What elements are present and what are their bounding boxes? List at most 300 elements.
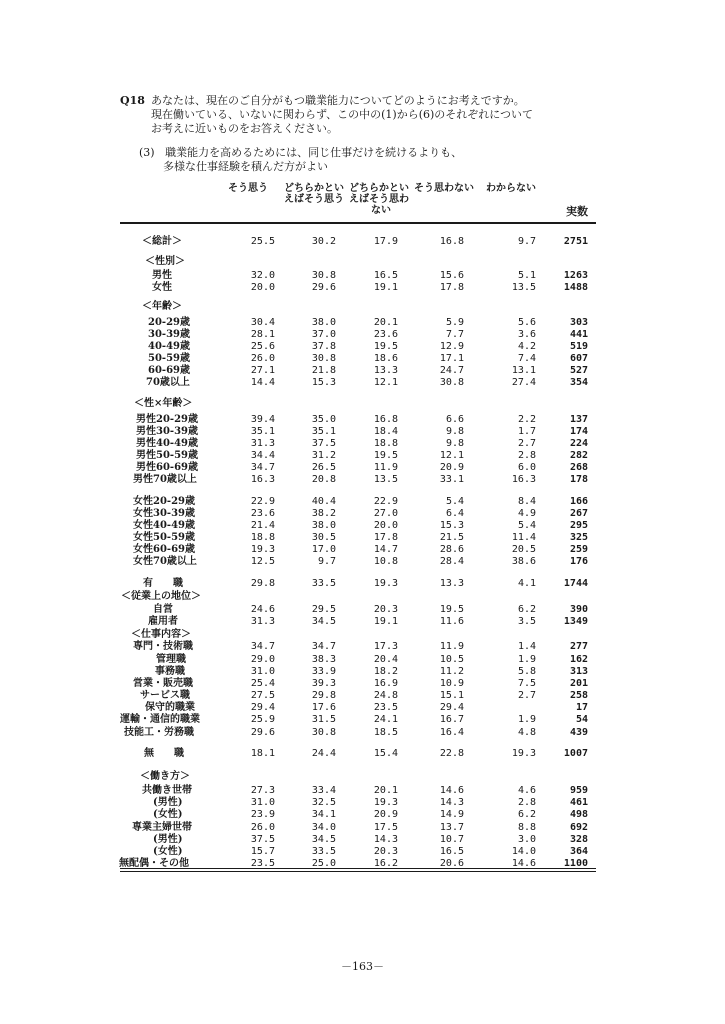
table-cell: 22.8 <box>439 748 464 759</box>
table-cell: 2.8 <box>517 450 536 461</box>
table-row <box>0 341 725 353</box>
count-cell: 325 <box>569 532 588 543</box>
table-row <box>0 629 725 641</box>
row-label: 雇用者 <box>148 616 178 627</box>
table-cell: 13.7 <box>439 822 464 833</box>
table-cell: 34.7 <box>311 641 336 652</box>
row-label: 70歳以上 <box>146 377 190 388</box>
count-cell: 527 <box>569 365 588 376</box>
table-cell: 20.1 <box>373 317 398 328</box>
row-label: 女性40-49歳 <box>133 520 195 531</box>
table-cell: 19.3 <box>373 578 398 589</box>
table-cell: 16.3 <box>250 474 275 485</box>
table-row <box>0 771 725 783</box>
count-cell: 176 <box>569 556 588 567</box>
table-cell: 25.4 <box>250 678 275 689</box>
table-row <box>0 450 725 462</box>
table-cell: 4.1 <box>517 578 536 589</box>
table-cell: 11.6 <box>439 616 464 627</box>
table-cell: 14.9 <box>439 809 464 820</box>
count-cell: 313 <box>569 666 588 677</box>
table-cell: 8.8 <box>517 822 536 833</box>
count-cell: 1744 <box>563 578 588 589</box>
column-header: わからない <box>486 183 536 194</box>
row-label: ＜性別＞ <box>145 256 185 267</box>
count-cell: 201 <box>569 678 588 689</box>
table-cell: 38.2 <box>311 508 336 519</box>
table-cell: 4.2 <box>517 341 536 352</box>
table-cell: 37.5 <box>250 834 275 845</box>
count-cell: 174 <box>569 426 588 437</box>
table-cell: 12.1 <box>439 450 464 461</box>
table-row <box>0 496 725 508</box>
row-label: 男性70歳以上 <box>133 474 197 485</box>
question-line: お考えに近いものをお答えください。 <box>151 122 338 135</box>
table-cell: 34.0 <box>311 822 336 833</box>
table-cell: 20.0 <box>250 282 275 293</box>
table-cell: 29.8 <box>311 690 336 701</box>
table-cell: 24.8 <box>373 690 398 701</box>
count-cell: 1349 <box>563 616 588 627</box>
table-cell: 17.6 <box>311 702 336 713</box>
table-cell: 39.4 <box>250 414 275 425</box>
count-cell: 295 <box>569 520 588 531</box>
table-cell: 2.7 <box>517 690 536 701</box>
row-label: 女性30-39歳 <box>133 508 195 519</box>
count-cell: 439 <box>569 727 588 738</box>
table-cell: 20.0 <box>373 520 398 531</box>
column-header: どちらかとい えばそう思う <box>284 183 344 205</box>
table-row <box>0 301 725 313</box>
question-line: あなたは、現在のご自分がもつ職業能力についてどのようにお考えですか。 <box>151 94 525 107</box>
table-cell: 22.9 <box>250 496 275 507</box>
count-cell: 441 <box>569 329 588 340</box>
table-row <box>0 727 725 739</box>
count-cell: 1488 <box>563 282 588 293</box>
table-cell: 34.1 <box>311 809 336 820</box>
table-cell: 9.8 <box>445 426 464 437</box>
question-line: 現在働いている、いないに関わらず、この中の(1)から(6)のそれぞれについて <box>151 108 534 121</box>
table-cell: 14.0 <box>511 846 536 857</box>
table-cell: 6.4 <box>445 508 464 519</box>
table-row <box>0 641 725 653</box>
table-cell: 15.3 <box>311 377 336 388</box>
table-cell: 28.1 <box>250 329 275 340</box>
table-cell: 16.5 <box>373 270 398 281</box>
count-cell: 328 <box>569 834 588 845</box>
row-label: 女性 <box>152 282 172 293</box>
count-cell: 282 <box>569 450 588 461</box>
table-row <box>0 797 725 809</box>
table-cell: 19.5 <box>373 341 398 352</box>
table-cell: 19.3 <box>511 748 536 759</box>
table-cell: 12.5 <box>250 556 275 567</box>
row-label: 女性70歳以上 <box>133 556 197 567</box>
table-cell: 32.0 <box>250 270 275 281</box>
table-row <box>0 809 725 821</box>
table-cell: 24.1 <box>373 714 398 725</box>
row-label: 技能工・労務職 <box>124 727 194 738</box>
count-cell: 267 <box>569 508 588 519</box>
table-cell: 34.4 <box>250 450 275 461</box>
table-cell: 29.5 <box>311 604 336 615</box>
row-label: 男性20-29歳 <box>136 414 198 425</box>
table-row <box>0 353 725 365</box>
table-row <box>0 666 725 678</box>
table-cell: 23.5 <box>250 858 275 869</box>
table-cell: 6.6 <box>445 414 464 425</box>
table-cell: 15.3 <box>439 520 464 531</box>
row-label: 事務職 <box>155 666 185 677</box>
table-cell: 18.4 <box>373 426 398 437</box>
table-cell: 3.6 <box>517 329 536 340</box>
table-cell: 20.4 <box>373 654 398 665</box>
table-cell: 19.1 <box>373 282 398 293</box>
table-cell: 9.7 <box>517 236 536 247</box>
question-number: Q18 <box>120 94 145 107</box>
count-cell: 17 <box>575 702 588 713</box>
count-cell: 461 <box>569 797 588 808</box>
table-cell: 19.3 <box>373 797 398 808</box>
count-cell: 1100 <box>563 858 588 869</box>
subquestion-block <box>139 146 462 174</box>
table-cell: 31.0 <box>250 797 275 808</box>
table-cell: 20.3 <box>373 846 398 857</box>
table-cell: 17.0 <box>311 544 336 555</box>
page-number: －163－ <box>341 960 384 973</box>
table-cell: 37.5 <box>311 438 336 449</box>
table-row <box>0 654 725 666</box>
table-cell: 25.9 <box>250 714 275 725</box>
table-cell: 34.7 <box>250 462 275 473</box>
subquestion-line: 職業能力を高めるためには、同じ仕事だけを続けるよりも、 <box>165 146 463 159</box>
count-cell: 692 <box>569 822 588 833</box>
count-cell: 607 <box>569 353 588 364</box>
table-cell: 14.3 <box>439 797 464 808</box>
table-cell: 16.9 <box>373 678 398 689</box>
table-cell: 20.5 <box>511 544 536 555</box>
row-label: 自営 <box>153 604 173 615</box>
row-label: 営業・販売職 <box>133 678 193 689</box>
row-label: 保守的職業 <box>145 702 195 713</box>
table-cell: 15.7 <box>250 846 275 857</box>
table-row <box>0 377 725 389</box>
table-cell: 2.7 <box>517 438 536 449</box>
table-row <box>0 474 725 486</box>
table-cell: 3.5 <box>517 616 536 627</box>
table-row <box>0 544 725 556</box>
count-column-header: 実数 <box>566 205 588 218</box>
row-label: 男性40-49歳 <box>136 438 198 449</box>
table-row <box>0 398 725 410</box>
row-label: サービス職 <box>140 690 190 701</box>
table-cell: 17.8 <box>373 532 398 543</box>
table-cell: 4.8 <box>517 727 536 738</box>
table-row <box>0 604 725 616</box>
table-row <box>0 822 725 834</box>
table-cell: 18.5 <box>373 727 398 738</box>
table-cell: 24.6 <box>250 604 275 615</box>
table-row <box>0 329 725 341</box>
table-cell: 17.1 <box>439 353 464 364</box>
count-cell: 390 <box>569 604 588 615</box>
table-row <box>0 846 725 858</box>
table-cell: 9.8 <box>445 438 464 449</box>
table-cell: 16.8 <box>439 236 464 247</box>
table-cell: 21.4 <box>250 520 275 531</box>
table-cell: 22.9 <box>373 496 398 507</box>
count-cell: 959 <box>569 785 588 796</box>
table-row <box>0 714 725 726</box>
row-label: ＜性×年齢＞ <box>134 398 193 409</box>
table-cell: 14.7 <box>373 544 398 555</box>
row-label: 男性60-69歳 <box>136 462 198 473</box>
table-cell: 26.5 <box>311 462 336 473</box>
table-cell: 29.4 <box>439 702 464 713</box>
count-cell: 166 <box>569 496 588 507</box>
table-row <box>0 748 725 760</box>
table-cell: 10.9 <box>439 678 464 689</box>
table-cell: 18.1 <box>250 748 275 759</box>
table-cell: 33.9 <box>311 666 336 677</box>
row-label: 無 職 <box>144 748 184 759</box>
table-cell: 5.9 <box>445 317 464 328</box>
table-cell: 33.4 <box>311 785 336 796</box>
table-cell: 31.3 <box>250 616 275 627</box>
table-cell: 15.1 <box>439 690 464 701</box>
table-cell: 16.2 <box>373 858 398 869</box>
table-cell: 25.5 <box>250 236 275 247</box>
table-cell: 30.8 <box>439 377 464 388</box>
table-cell: 26.0 <box>250 353 275 364</box>
table-row <box>0 556 725 568</box>
table-cell: 37.8 <box>311 341 336 352</box>
table-cell: 18.2 <box>373 666 398 677</box>
table-top-rule <box>120 222 596 224</box>
count-cell: 1263 <box>563 270 588 281</box>
table-cell: 23.5 <box>373 702 398 713</box>
row-label: 共働き世帯 <box>142 785 192 796</box>
table-cell: 18.8 <box>250 532 275 543</box>
table-cell: 16.8 <box>373 414 398 425</box>
table-cell: 25.6 <box>250 341 275 352</box>
table-cell: 10.7 <box>439 834 464 845</box>
table-cell: 6.0 <box>517 462 536 473</box>
count-cell: 303 <box>569 317 588 328</box>
table-cell: 11.2 <box>439 666 464 677</box>
table-row <box>0 785 725 797</box>
count-cell: 498 <box>569 809 588 820</box>
table-cell: 33.1 <box>439 474 464 485</box>
table-cell: 4.6 <box>517 785 536 796</box>
table-cell: 12.1 <box>373 377 398 388</box>
table-cell: 28.4 <box>439 556 464 567</box>
row-label: ＜働き方＞ <box>140 771 190 782</box>
table-cell: 40.4 <box>311 496 336 507</box>
table-cell: 1.9 <box>517 654 536 665</box>
table-cell: 30.8 <box>311 270 336 281</box>
table-cell: 14.3 <box>373 834 398 845</box>
table-row <box>0 591 725 603</box>
table-cell: 20.8 <box>311 474 336 485</box>
count-cell: 224 <box>569 438 588 449</box>
table-cell: 31.3 <box>250 438 275 449</box>
table-cell: 1.7 <box>517 426 536 437</box>
table-cell: 35.1 <box>311 426 336 437</box>
row-label: 男性 <box>152 270 172 281</box>
table-row <box>0 858 725 870</box>
table-cell: 16.4 <box>439 727 464 738</box>
table-row <box>0 317 725 329</box>
table-cell: 19.5 <box>439 604 464 615</box>
table-cell: 20.6 <box>439 858 464 869</box>
table-cell: 29.6 <box>311 282 336 293</box>
count-cell: 354 <box>569 377 588 388</box>
table-cell: 2.8 <box>517 797 536 808</box>
row-label: 有 職 <box>143 578 183 589</box>
table-cell: 6.2 <box>517 809 536 820</box>
subquestion-number: (3) <box>139 146 155 159</box>
table-cell: 16.5 <box>439 846 464 857</box>
row-label: 男性50-59歳 <box>136 450 198 461</box>
table-cell: 12.9 <box>439 341 464 352</box>
count-cell: 54 <box>575 714 588 725</box>
table-cell: 20.1 <box>373 785 398 796</box>
table-cell: 5.4 <box>445 496 464 507</box>
table-cell: 17.8 <box>439 282 464 293</box>
table-row <box>0 616 725 628</box>
table-cell: 34.5 <box>311 834 336 845</box>
table-cell: 27.0 <box>373 508 398 519</box>
table-row <box>0 438 725 450</box>
question-block <box>120 94 580 136</box>
table-cell: 29.0 <box>250 654 275 665</box>
table-cell: 30.8 <box>311 727 336 738</box>
row-label: 女性50-59歳 <box>133 532 195 543</box>
column-header: そう思う <box>228 183 268 194</box>
table-cell: 25.0 <box>311 858 336 869</box>
table-cell: 15.4 <box>373 748 398 759</box>
table-cell: 30.8 <box>311 353 336 364</box>
table-cell: 30.5 <box>311 532 336 543</box>
table-cell: 4.9 <box>517 508 536 519</box>
table-cell: 17.3 <box>373 641 398 652</box>
row-label: 専業主婦世帯 <box>132 822 192 833</box>
table-row <box>0 414 725 426</box>
table-cell: 18.6 <box>373 353 398 364</box>
subquestion-line: 多様な仕事経験を積んだ方がよい <box>163 160 328 173</box>
row-label: 女性60-69歳 <box>133 544 195 555</box>
row-label: ＜年齢＞ <box>142 301 182 312</box>
table-cell: 11.9 <box>439 641 464 652</box>
table-cell: 20.9 <box>373 809 398 820</box>
table-cell: 35.1 <box>250 426 275 437</box>
table-cell: 1.4 <box>517 641 536 652</box>
table-cell: 14.4 <box>250 377 275 388</box>
table-cell: 5.8 <box>517 666 536 677</box>
table-cell: 31.5 <box>311 714 336 725</box>
table-cell: 1.9 <box>517 714 536 725</box>
table-cell: 26.0 <box>250 822 275 833</box>
table-cell: 29.8 <box>250 578 275 589</box>
table-cell: 27.3 <box>250 785 275 796</box>
count-cell: 258 <box>569 690 588 701</box>
table-cell: 20.3 <box>373 604 398 615</box>
table-row <box>0 690 725 702</box>
table-cell: 14.6 <box>511 858 536 869</box>
row-label: 40-49歳 <box>148 341 190 352</box>
table-cell: 21.5 <box>439 532 464 543</box>
table-cell: 5.1 <box>517 270 536 281</box>
row-label: 専門・技術職 <box>133 641 193 652</box>
table-cell: 15.6 <box>439 270 464 281</box>
row-label: (女性) <box>153 846 183 857</box>
table-cell: 17.9 <box>373 236 398 247</box>
table-cell: 13.1 <box>511 365 536 376</box>
table-cell: 16.3 <box>511 474 536 485</box>
table-cell: 23.6 <box>250 508 275 519</box>
row-label: 女性20-29歳 <box>133 496 195 507</box>
table-cell: 13.5 <box>373 474 398 485</box>
table-cell: 29.6 <box>250 727 275 738</box>
table-cell: 38.0 <box>311 520 336 531</box>
table-cell: 28.6 <box>439 544 464 555</box>
table-cell: 31.0 <box>250 666 275 677</box>
row-label: 管理職 <box>156 654 186 665</box>
row-label: 無配偶・その他 <box>119 858 189 869</box>
table-cell: 6.2 <box>517 604 536 615</box>
count-cell: 2751 <box>563 236 588 247</box>
count-cell: 277 <box>569 641 588 652</box>
table-cell: 16.7 <box>439 714 464 725</box>
count-cell: 519 <box>569 341 588 352</box>
table-cell: 10.5 <box>439 654 464 665</box>
table-cell: 18.8 <box>373 438 398 449</box>
table-cell: 19.1 <box>373 616 398 627</box>
row-label: 男性30-39歳 <box>136 426 198 437</box>
column-header: どちらかとい えばそう思わ ない <box>349 183 409 216</box>
table-cell: 37.0 <box>311 329 336 340</box>
table-cell: 34.7 <box>250 641 275 652</box>
table-cell: 7.4 <box>517 353 536 364</box>
table-cell: 23.6 <box>373 329 398 340</box>
table-cell: 27.5 <box>250 690 275 701</box>
count-cell: 162 <box>569 654 588 665</box>
row-label: 20-29歳 <box>148 317 190 328</box>
row-label: (男性) <box>153 834 183 845</box>
table-row <box>0 508 725 520</box>
table-cell: 11.9 <box>373 462 398 473</box>
table-cell: 13.3 <box>373 365 398 376</box>
table-cell: 30.2 <box>311 236 336 247</box>
table-cell: 38.3 <box>311 654 336 665</box>
table-cell: 35.0 <box>311 414 336 425</box>
count-cell: 364 <box>569 846 588 857</box>
table-cell: 5.6 <box>517 317 536 328</box>
table-cell: 5.4 <box>517 520 536 531</box>
table-row <box>0 426 725 438</box>
table-cell: 7.7 <box>445 329 464 340</box>
table-cell: 27.1 <box>250 365 275 376</box>
table-cell: 17.5 <box>373 822 398 833</box>
count-cell: 1007 <box>563 748 588 759</box>
table-row <box>0 462 725 474</box>
row-label: (女性) <box>153 809 183 820</box>
table-cell: 19.5 <box>373 450 398 461</box>
table-cell: 24.4 <box>311 748 336 759</box>
count-cell: 137 <box>569 414 588 425</box>
count-cell: 259 <box>569 544 588 555</box>
